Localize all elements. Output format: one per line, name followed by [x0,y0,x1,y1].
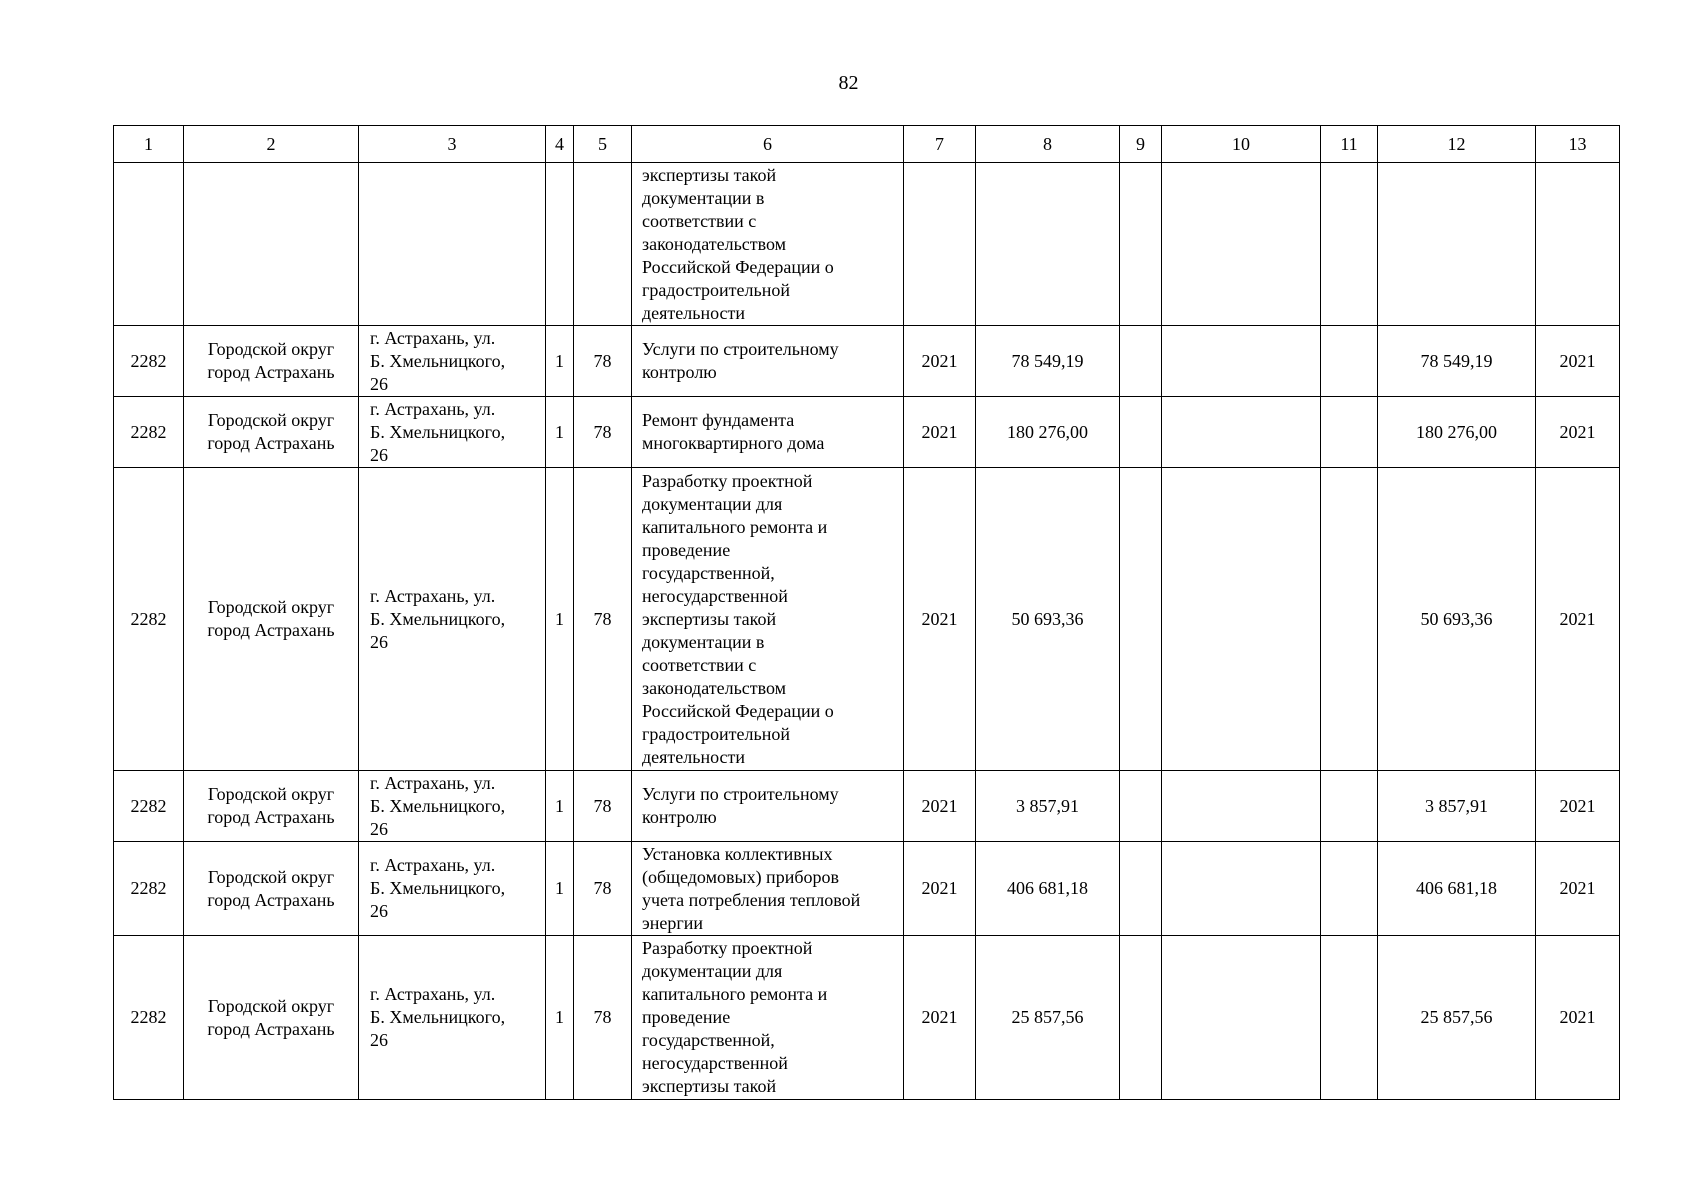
cell-municipality: Городской округ город Астрахань [184,842,359,936]
cell-year: 2021 [904,326,976,397]
cell-year: 2021 [904,468,976,771]
cell-col13: 2021 [1536,468,1620,771]
table-row [114,468,1620,771]
header-cell-5: 5 [574,126,632,163]
empty-cell [1162,163,1321,326]
cell-col5: 78 [574,842,632,936]
cell-col12: 406 681,18 [1378,842,1536,936]
cell-number: 2282 [114,842,184,936]
cell-address: г. Астрахань, ул. Б. Хмельницкого, 26 [359,468,546,771]
cell-col13: 2021 [1536,936,1620,1100]
empty-cell [114,163,184,326]
cell-municipality: Городской округ город Астрахань [184,468,359,771]
cell-description: Установка коллективных (общедомовых) приборов учета потребления тепловой энергии [632,842,904,936]
cell-col9 [1120,936,1162,1100]
cell-municipality: Городской округ город Астрахань [184,397,359,468]
empty-cell [546,163,574,326]
cell-col4: 1 [546,397,574,468]
cell-total-cost: 3 857,91 [976,771,1120,842]
cell-col11 [1321,468,1378,771]
cell-col9 [1120,468,1162,771]
cell-col10 [1162,842,1321,936]
cell-number: 2282 [114,468,184,771]
cell-col12: 25 857,56 [1378,936,1536,1100]
cell-col9 [1120,842,1162,936]
cell-year: 2021 [904,842,976,936]
cell-col12: 180 276,00 [1378,397,1536,468]
cell-municipality: Городской округ город Астрахань [184,326,359,397]
cell-col11 [1321,842,1378,936]
empty-cell [184,163,359,326]
cell-col9 [1120,397,1162,468]
cell-col13: 2021 [1536,326,1620,397]
cell-total-cost: 78 549,19 [976,326,1120,397]
cell-col4: 1 [546,468,574,771]
cell-address: г. Астрахань, ул. Б. Хмельницкого, 26 [359,326,546,397]
empty-cell [976,163,1120,326]
cell-description: Услуги по строительному контролю [632,771,904,842]
cell-year: 2021 [904,771,976,842]
cell-col4: 1 [546,771,574,842]
cell-col12: 50 693,36 [1378,468,1536,771]
cell-total-cost: 50 693,36 [976,468,1120,771]
cell-description: Разработку проектной документации для капитального ремонта и проведение государственной, негосударственной экспертизы такой документации в соответствии с законодательством Российской Федерации о градостроительной деятельности [632,468,904,771]
header-cell-10: 10 [1162,126,1321,163]
header-cell-8: 8 [976,126,1120,163]
cell-col5: 78 [574,936,632,1100]
cell-col13: 2021 [1536,771,1620,842]
cell-col12: 3 857,91 [1378,771,1536,842]
cell-description: Услуги по строительному контролю [632,326,904,397]
cell-col13: 2021 [1536,842,1620,936]
register-table [113,125,1620,1100]
header-cell-7: 7 [904,126,976,163]
table-row [114,842,1620,936]
header-cell-4: 4 [546,126,574,163]
cell-col11 [1321,936,1378,1100]
cell-col12: 78 549,19 [1378,326,1536,397]
empty-cell [359,163,546,326]
cell-col11 [1321,771,1378,842]
empty-cell [1321,163,1378,326]
cell-total-cost: 180 276,00 [976,397,1120,468]
empty-cell [1378,163,1536,326]
header-cell-6: 6 [632,126,904,163]
cell-year: 2021 [904,397,976,468]
empty-cell [1120,163,1162,326]
continuation-row [114,163,1620,326]
cell-col4: 1 [546,842,574,936]
header-cell-13: 13 [1536,126,1620,163]
empty-cell [574,163,632,326]
cell-col13: 2021 [1536,397,1620,468]
cell-col9 [1120,326,1162,397]
header-cell-3: 3 [359,126,546,163]
empty-cell [1536,163,1620,326]
table-row [114,771,1620,842]
cell-address: г. Астрахань, ул. Б. Хмельницкого, 26 [359,936,546,1100]
cell-municipality: Городской округ город Астрахань [184,936,359,1100]
cell-col9 [1120,771,1162,842]
cell-address: г. Астрахань, ул. Б. Хмельницкого, 26 [359,771,546,842]
cell-col5: 78 [574,468,632,771]
header-cell-2: 2 [184,126,359,163]
continuation-description: экспертизы такой документации в соответствии с законодательством Российской Федерации о градостроительной деятельности [632,163,904,326]
cell-col4: 1 [546,936,574,1100]
page-number: 82 [838,72,859,94]
header-cell-9: 9 [1120,126,1162,163]
cell-total-cost: 406 681,18 [976,842,1120,936]
table-row [114,936,1620,1100]
cell-col11 [1321,397,1378,468]
empty-cell [904,163,976,326]
cell-number: 2282 [114,326,184,397]
cell-address: г. Астрахань, ул. Б. Хмельницкого, 26 [359,397,546,468]
cell-year: 2021 [904,936,976,1100]
cell-col10 [1162,771,1321,842]
header-row [114,126,1620,163]
table-row [114,397,1620,468]
cell-description: Разработку проектной документации для капитального ремонта и проведение государственной, негосударственной экспертизы такой [632,936,904,1100]
table-row [114,326,1620,397]
header-cell-11: 11 [1321,126,1378,163]
header-cell-1: 1 [114,126,184,163]
cell-col10 [1162,936,1321,1100]
cell-col4: 1 [546,326,574,397]
cell-col5: 78 [574,397,632,468]
cell-number: 2282 [114,397,184,468]
cell-col11 [1321,326,1378,397]
cell-total-cost: 25 857,56 [976,936,1120,1100]
cell-col10 [1162,397,1321,468]
cell-col5: 78 [574,771,632,842]
cell-municipality: Городской округ город Астрахань [184,771,359,842]
cell-number: 2282 [114,771,184,842]
cell-description: Ремонт фундамента многоквартирного дома [632,397,904,468]
cell-col5: 78 [574,326,632,397]
cell-col10 [1162,468,1321,771]
header-cell-12: 12 [1378,126,1536,163]
cell-number: 2282 [114,936,184,1100]
cell-address: г. Астрахань, ул. Б. Хмельницкого, 26 [359,842,546,936]
cell-col10 [1162,326,1321,397]
